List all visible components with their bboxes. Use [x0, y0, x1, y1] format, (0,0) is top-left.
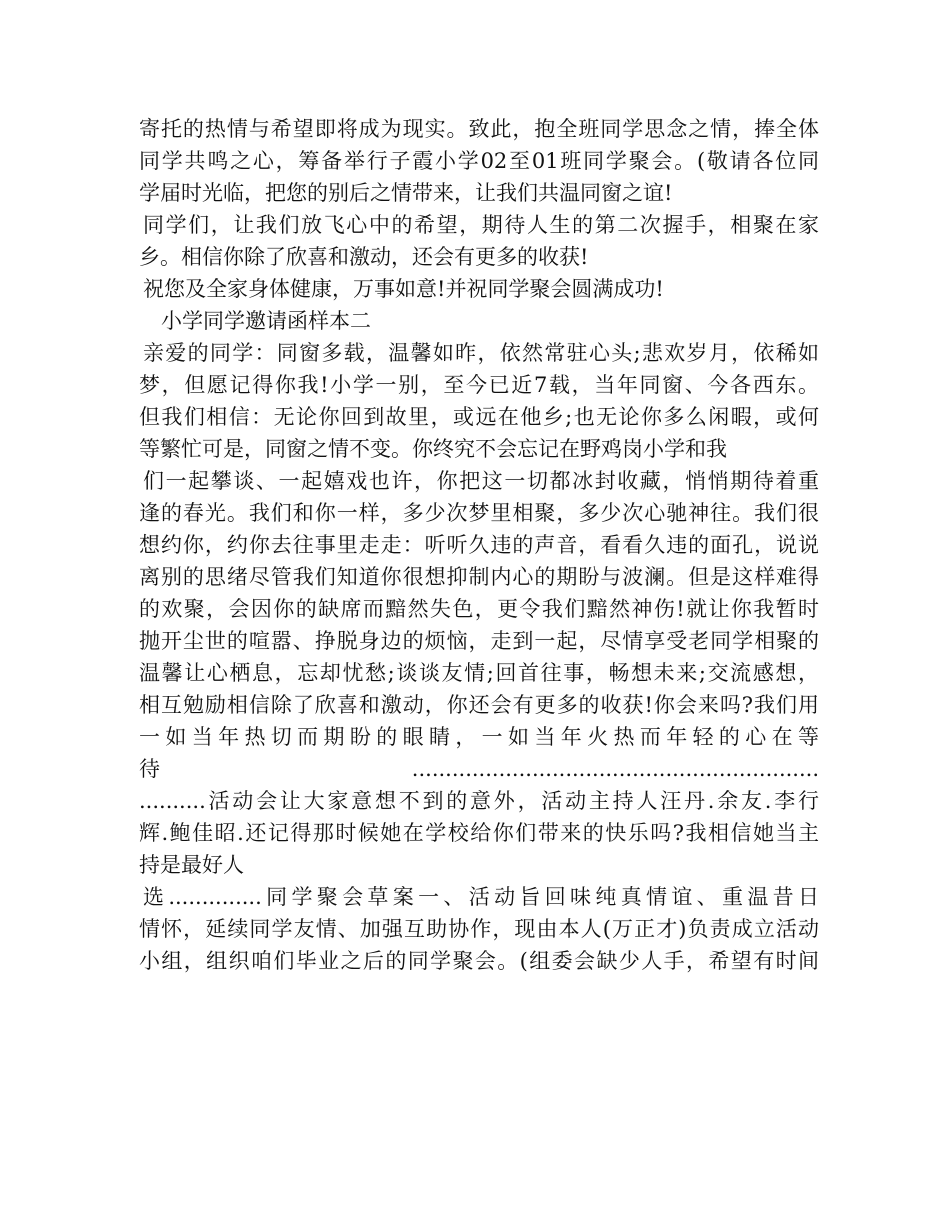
- text-line: 乡。相信你除了欣喜和激动，还会有更多的收获!: [139, 245, 589, 269]
- text-line: 逢的春光。我们和你一样，多少次梦里相聚，多少次心驰神往。我们很: [139, 501, 819, 525]
- text-line: 们一起攀谈、一起嬉戏也许，你把这一切都冰封收藏，悄悄期待着重: [143, 469, 819, 493]
- text-line: 抛开尘世的喧嚣、挣脱身边的烦恼，走到一起，尽情享受老同学相聚的: [139, 629, 819, 653]
- text-line: ..........活动会让大家意想不到的意外，活动主持人汪丹.余友.李行: [139, 789, 819, 813]
- text-line: 持是最好人: [139, 853, 244, 877]
- text-line: 辉.鲍佳昭.还记得那时候她在学校给你们带来的快乐吗?我相信她当主: [139, 821, 819, 845]
- text-line: 离别的思绪尽管我们知道你很想抑制内心的期盼与波澜。但是这样难得: [139, 565, 819, 589]
- text-line: 梦，但愿记得你我!小学一别，至今已近7载，当年同窗、今各西东。: [139, 373, 819, 397]
- text-line: 等繁忙可是，同窗之情不变。你终究不会忘记在野鸡岗小学和我: [139, 437, 727, 461]
- text-line: 的欢聚，会因你的缺席而黯然失色，更令我们黯然神伤!就让你我暂时: [139, 597, 819, 621]
- text-line: 小组，组织咱们毕业之后的同学聚会。(组委会缺少人手，希望有时间: [139, 949, 819, 973]
- text-line: 相互勉励相信除了欣喜和激动，你还会有更多的收获!你会来吗?我们用: [139, 693, 819, 717]
- text-line: 祝您及全家身体健康，万事如意!并祝同学聚会圆满成功!: [143, 277, 664, 301]
- text-line: 同学们，让我们放飞心中的希望，期待人生的第二次握手，相聚在家: [143, 213, 819, 237]
- text-line: 待.............................................................: [139, 757, 819, 781]
- text-line: 同学共鸣之心，筹备举行子霞小学02至01班同学聚会。(敬请各位同: [139, 149, 819, 173]
- document-body: [139, 113, 819, 977]
- section-heading: 小学同学邀请函样本二: [161, 309, 371, 333]
- text-line: 选..............同学聚会草案一、活动旨回味纯真情谊、重温昔日: [143, 885, 819, 909]
- text-line: 学届时光临，把您的别后之情带来，让我们共温同窗之谊!: [139, 181, 673, 205]
- text-line: 但我们相信：无论你回到故里，或远在他乡;也无论你多么闲暇，或何: [139, 405, 819, 429]
- text-line: 亲爱的同学：同窗多载，温馨如昨，依然常驻心头;悲欢岁月，依稀如: [143, 341, 819, 365]
- text-line: 温馨让心栖息，忘却忧愁;谈谈友情;回首往事，畅想未来;交流感想，: [139, 661, 819, 685]
- text-line: 想约你，约你去往事里走走：听听久违的声音，看看久违的面孔，说说: [139, 533, 819, 557]
- text-line: 情怀，延续同学友情、加强互助协作，现由本人(万正才)负责成立活动: [139, 917, 819, 941]
- text-line: 一如当年热切而期盼的眼睛，一如当年火热而年轻的心在等: [139, 725, 819, 749]
- text-line: 寄托的热情与希望即将成为现实。致此，抱全班同学思念之情，捧全体: [139, 117, 819, 141]
